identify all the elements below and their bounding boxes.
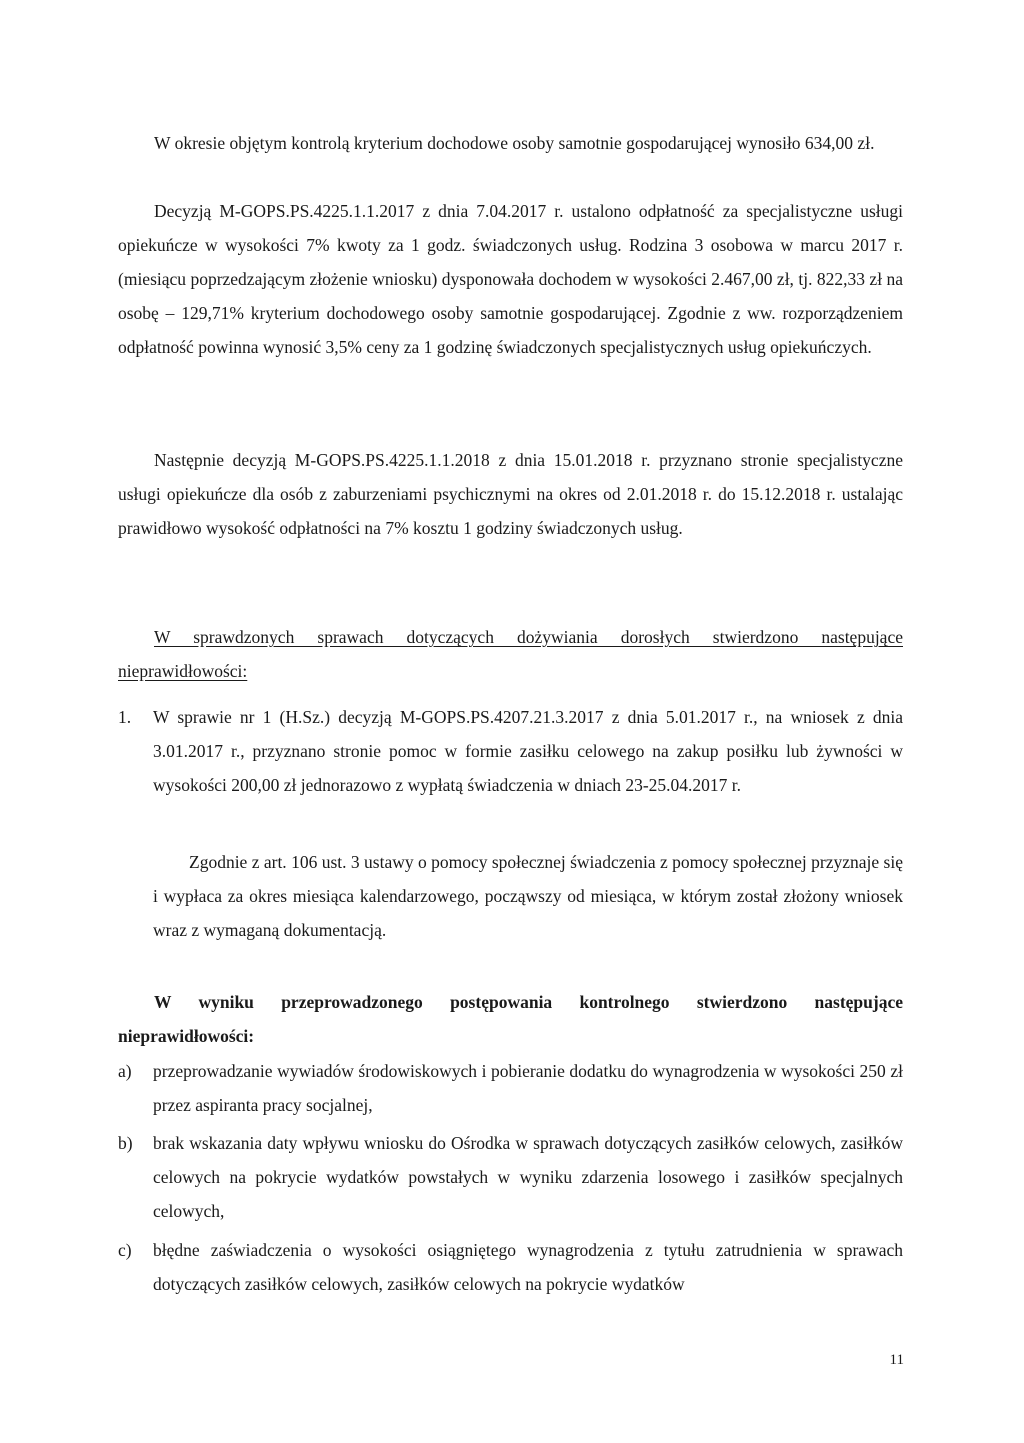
- list-item-text: błędne zaświadczenia o wysokości osiągniętego wynagrodzenia z tytułu zatrudnienia w sprawach dotyczących zasiłków celowych, zasiłków celowych na pokrycie wydatków: [153, 1240, 903, 1294]
- list-item-c: [118, 1233, 903, 1301]
- list-item-label: b): [118, 1133, 133, 1153]
- paragraph-decision-2018: Następnie decyzją M-GOPS.PS.4225.1.1.2018 z dnia 15.01.2018 r. przyznano stronie specjalistyczne usługi opiekuńcze dla osób z zaburzeniami psychicznymi na okres od 2.01.2018 r. do 15.12.2018 r. ustalając prawidłowo wysokość odpłatności na 7% kosztu 1 godziny świadczonych usług.: [118, 450, 903, 538]
- list-item-a: [118, 1054, 903, 1122]
- page-number: 11: [889, 1352, 904, 1368]
- finding-item-1: [118, 700, 903, 802]
- list-item-b: [118, 1126, 903, 1228]
- finding-item-text: W sprawie nr 1 (H.Sz.) decyzją M-GOPS.PS.4207.21.3.2017 z dnia 5.01.2017 r., na wniosek z dnia 3.01.2017 r., przyznano stronie pomoc w formie zasiłku celowego na zakup posiłku lub żywności w wysokości 200,00 zł jednorazowo z wypłatą świadczenia w dniach 23-25.04.2017 r.: [153, 707, 903, 795]
- section-heading-nutrition: W sprawdzonych sprawach dotyczących dożywiania dorosłych stwierdzono następujące nieprawidłowości:: [118, 627, 903, 681]
- paragraph-decision-2017: Decyzją M-GOPS.PS.4225.1.1.2017 z dnia 7.04.2017 r. ustalono odpłatność za specjalistyczne usługi opiekuńcze w wysokości 7% kwoty za 1 godz. świadczonych usług. Rodzina 3 osobowa w marcu 2017 r. (miesiącu poprzedzającym złożenie wniosku) dysponowała dochodem w wysokości 2.467,00 zł, tj. 822,33 zł na osobę – 129,71% kryterium dochodowego osoby samotnie gospodarującej. Zgodnie z ww. rozporządzeniem odpłatność powinna wynosić 3,5% ceny za 1 godzinę świadczonych specjalistycznych usług opiekuńczych.: [118, 201, 903, 357]
- list-item-text: brak wskazania daty wpływu wniosku do Ośrodka w sprawach dotyczących zasiłków celowych, zasiłków celowych na pokrycie wydatków powstałych w wyniku zdarzenia losowego i zasiłków specjalnych celowych,: [153, 1133, 903, 1221]
- list-item-text: przeprowadzanie wywiadów środowiskowych i pobieranie dodatku do wynagrodzenia w wysokości 250 zł przez aspiranta pracy socjalnej,: [153, 1061, 903, 1115]
- paragraph-income-criterion: W okresie objętym kontrolą kryterium dochodowe osoby samotnie gospodarującej wynosiło 634,00 zł.: [154, 133, 875, 153]
- finding-item-number: 1.: [118, 707, 132, 727]
- list-item-label: a): [118, 1061, 132, 1081]
- section-heading-findings: W wyniku przeprowadzonego postępowania kontrolnego stwierdzono następujące nieprawidłowości:: [118, 992, 903, 1046]
- paragraph-legal-basis: Zgodnie z art. 106 ust. 3 ustawy o pomocy społecznej świadczenia z pomocy społecznej przyznaje się i wypłaca za okres miesiąca kalendarzowego, począwszy od miesiąca, w którym został złożony wniosek wraz z wymaganą dokumentacją.: [153, 852, 903, 940]
- list-item-label: c): [118, 1240, 132, 1260]
